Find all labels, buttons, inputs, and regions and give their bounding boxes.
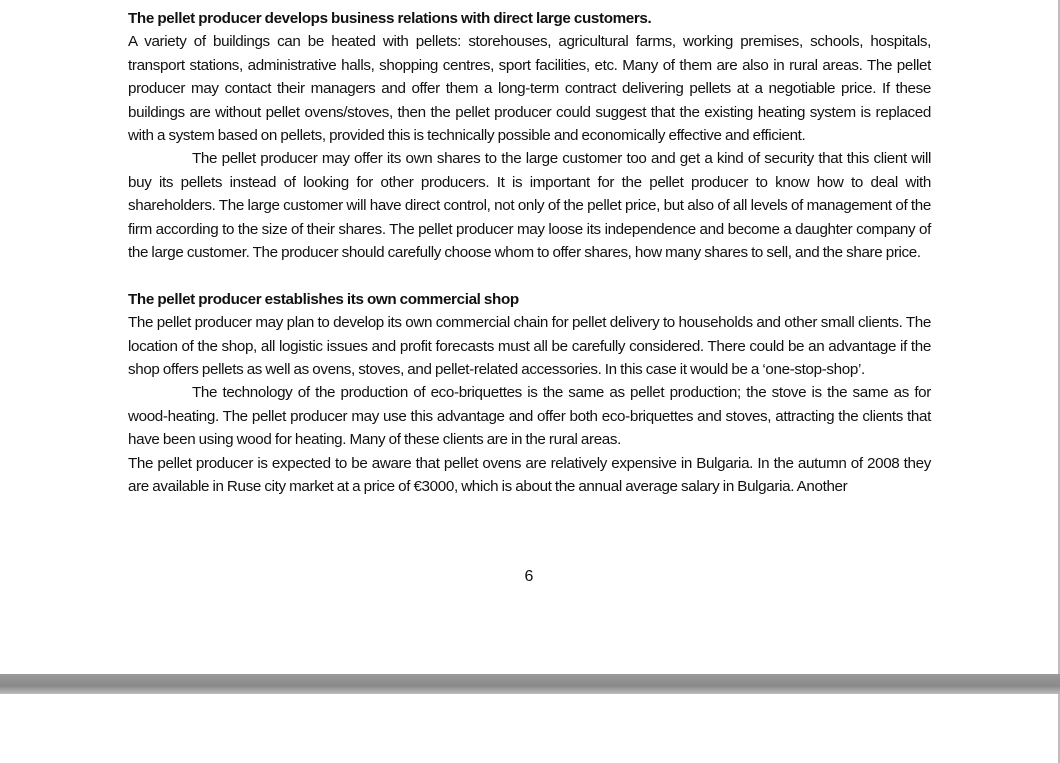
next-page <box>0 694 1060 763</box>
paragraph: The pellet producer is expected to be aware that pellet ovens are relatively expensive in Bulgaria. In the autumn of 2008 they are available in Ruse city market at a price of €3000, which is about the annual average salary in Bulgaria. Another <box>128 454 931 496</box>
paragraph: The technology of the production of eco-briquettes is the same as pellet production; the stove is the same as for wood-heating. The pellet producer may use this advantage and offer both eco-briquettes and stoves, attracting the clients that have been using wood for heating. Many of these clients are in the rural areas. <box>128 384 931 449</box>
section-heading: The pellet producer establishes its own commercial shop <box>128 290 519 308</box>
page-number: 6 <box>524 568 534 585</box>
page-text <box>128 7 931 499</box>
section-heading: The pellet producer develops business relations with direct large customers. <box>128 10 652 27</box>
paragraph: The pellet producer may plan to develop its own commercial chain for pellet delivery to households and other small clients. The location of the shop, all logistic issues and profit forecasts must all be carefully considered. There could be an advantage if the shop offers pellets as well as ovens, stoves, and pellet-related accessories. In this case it would be a ‘one-stop-shop’. <box>128 314 931 379</box>
paragraph: The pellet producer may offer its own shares to the large customer too and get a kind of security that this client will buy its pellets instead of looking for other producers. It is important for the pellet producer to know how to deal with shareholders. The large customer will have direct control, not only of the pellet price, but also of all levels of management of the firm according to the size of their shares. The pellet producer may loose its independence and become a daughter company of the large customer. The producer should carefully choose whom to offer shares, how many shares to sell, and the share price. <box>128 150 931 262</box>
paragraph: A variety of buildings can be heated with pellets: storehouses, agricultural farms, working premises, schools, hospitals, transport stations, administrative halls, shopping centres, sport facilities, etc. Many of them are also in rural areas. The pellet producer may contact their managers and offer them a long-term contract delivering pellets at a negotiable price. If these buildings are without pellet ovens/stoves, then the pellet producer could suggest that the existing heating system is replaced with a system based on pellets, provided this is technically possible and economically effective and efficient. <box>128 33 931 145</box>
page-separator <box>0 674 1060 694</box>
paragraph-spacer <box>128 264 931 287</box>
